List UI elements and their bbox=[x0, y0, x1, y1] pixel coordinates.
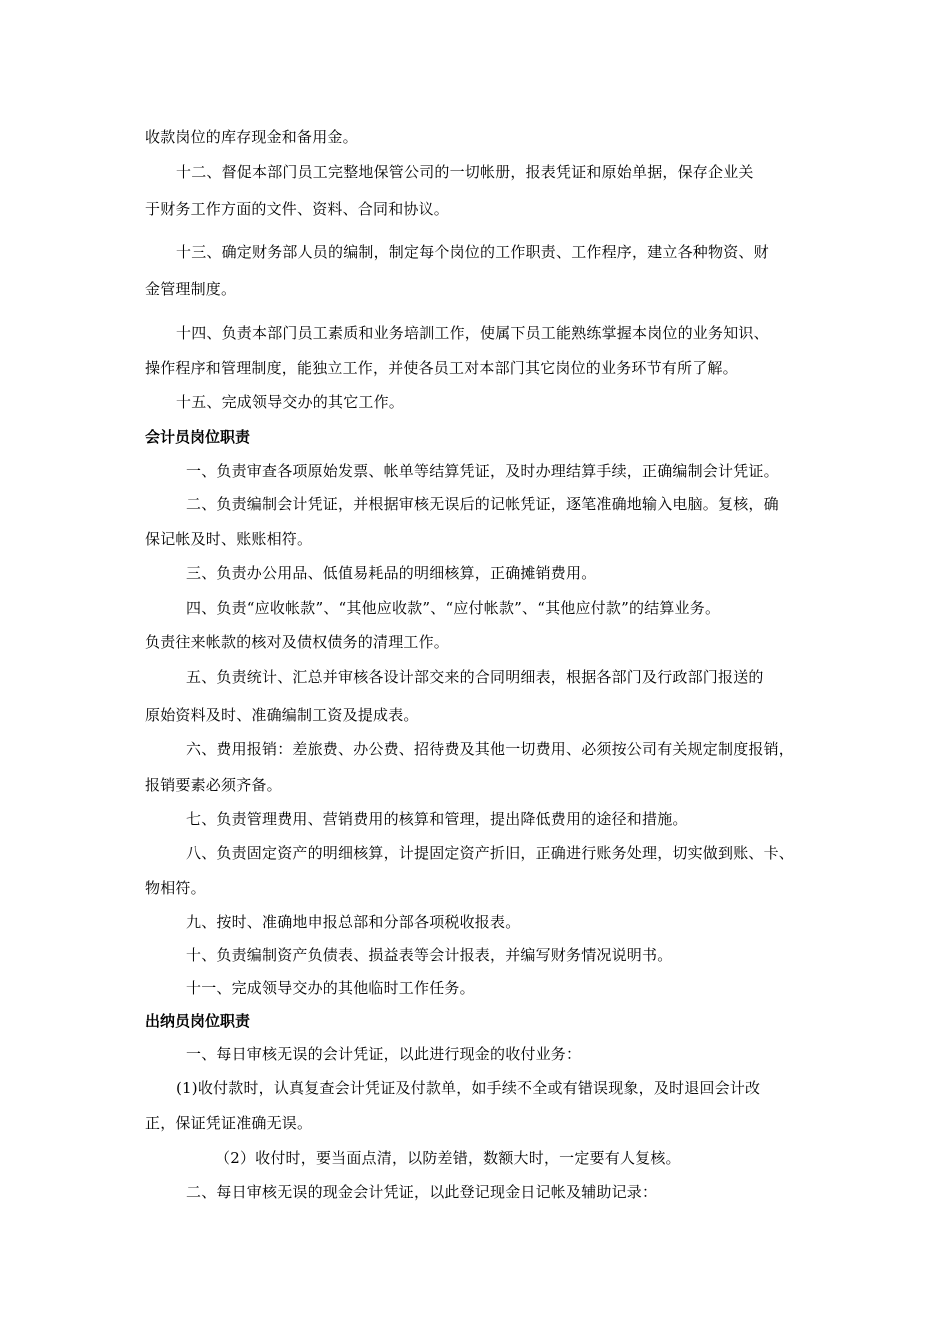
item-12-line-2: 于财务工作方面的文件、资料、合同和协议。 bbox=[145, 200, 450, 218]
accountant-item-3: 三、负责办公用品、低值易耗品的明细核算，正确摊销费用。 bbox=[186, 564, 597, 582]
accountant-item-1: 一、负责审查各项原始发票、帐单等结算凭证，及时办理结算手续，正确编制会计凭证。 bbox=[186, 462, 779, 480]
accountant-item-4-line-2: 负责往来帐款的核对及债权债务的清理工作。 bbox=[145, 633, 450, 651]
accountant-item-2-line-2: 保记帐及时、账账相符。 bbox=[145, 530, 313, 548]
accountant-item-6-line-2: 报销要素必须齐备。 bbox=[145, 776, 282, 794]
cashier-item-1-sub-1-line-2: 正，保证凭证准确无误。 bbox=[145, 1114, 313, 1132]
item-13-line-1: 十三、确定财务部人员的编制，制定每个岗位的工作职责、工作程序，建立各种物资、财 bbox=[176, 243, 769, 261]
cashier-item-2: 二、每日审核无误的现金会计凭证，以此登记现金日记帐及辅助记录： bbox=[186, 1183, 658, 1201]
item-14-line-2: 操作程序和管理制度，能独立工作，并使各员工对本部门其它岗位的业务环节有所了解。 bbox=[145, 359, 738, 377]
accountant-item-2-line-1: 二、负责编制会计凭证，并根据审核无误后的记帐凭证，逐笔准确地输入电脑。复核，确 bbox=[186, 495, 779, 513]
accountant-item-6-line-1: 六、费用报销：差旅费、办公费、招待费及其他一切费用、必须按公司有关规定制度报销， bbox=[186, 740, 795, 758]
cashier-item-1: 一、每日审核无误的会计凭证，以此进行现金的收付业务： bbox=[186, 1045, 582, 1063]
intro-line: 收款岗位的库存现金和备用金。 bbox=[145, 128, 358, 146]
accountant-item-5-line-1: 五、负责统计、汇总并审核各设计部交来的合同明细表，根据各部门及行政部门报送的 bbox=[186, 668, 764, 686]
item-15-line-1: 十五、完成领导交办的其它工作。 bbox=[176, 393, 405, 411]
accountant-item-11: 十一、完成领导交办的其他临时工作任务。 bbox=[186, 979, 475, 997]
accountant-item-10: 十、负责编制资产负债表、损益表等会计报表，并编写财务情况说明书。 bbox=[186, 946, 673, 964]
accountant-item-5-line-2: 原始资料及时、准确编制工资及提成表。 bbox=[145, 706, 419, 724]
item-14-line-1: 十四、负责本部门员工素质和业务培訓工作，使属下员工能熟练掌握本岗位的业务知识、 bbox=[176, 324, 769, 342]
accountant-item-4-line-1: 四、负责“应收帐款”、“其他应收款”、“应付帐款”、“其他应付款”的结算业务。 bbox=[186, 599, 721, 617]
item-12-line-1: 十二、督促本部门员工完整地保管公司的一切帐册，报表凭证和原始单据，保存企业关 bbox=[176, 163, 754, 181]
accountant-item-9: 九、按时、准确地申报总部和分部各项税收报表。 bbox=[186, 913, 521, 931]
accountant-item-7: 七、负责管理费用、营销费用的核算和管理，提出降低费用的途径和措施。 bbox=[186, 810, 688, 828]
section-title-cashier: 出纳员岗位职责 bbox=[145, 1012, 251, 1030]
cashier-item-1-sub-1-line-1: (1)收付款时，认真复查会计凭证及付款单，如手续不全或有错误现象，及时退回会计改 bbox=[176, 1079, 761, 1097]
accountant-item-8-line-1: 八、负责固定资产的明细核算，计提固定资产折旧，正确进行账务处理，切实做到账、卡、 bbox=[186, 844, 795, 862]
cashier-item-1-sub-2: （2）收付时，要当面点清，以防差错，数额大时，一定要有人复核。 bbox=[215, 1149, 681, 1167]
section-title-accountant: 会计员岗位职责 bbox=[145, 428, 251, 446]
accountant-item-8-line-2: 物相符。 bbox=[145, 879, 206, 897]
item-13-line-2: 金管理制度。 bbox=[145, 280, 237, 298]
